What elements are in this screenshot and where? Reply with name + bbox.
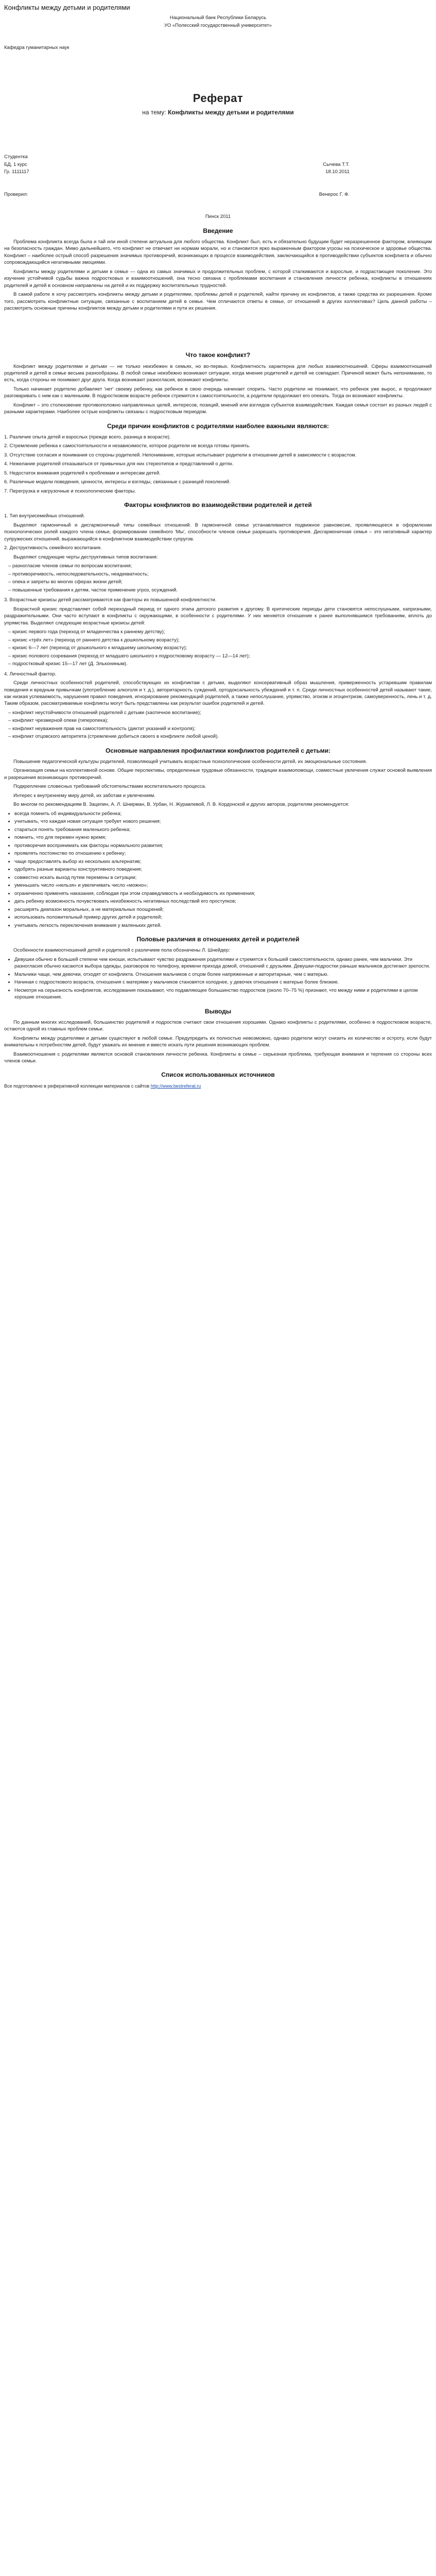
section-paragraph: Конфликт между родителями и детьми — не только неизбежен в семьях, но во-первых. Конфликтность характерна для любых взаимоотношений. Сферы взаимоотношений родителей и детей в семье весьма разнообразны. В любой семье неизбежно возникают ситуации, когда мнение родителей и детей не совпадает. Причиной может быть непонимание, то есть, когда стороны не понимают друг друга. Когда возникают разногласия, возникают конфликты. — [4, 363, 432, 383]
checker-row — [4, 191, 432, 198]
student-label: Студентка — [4, 154, 28, 160]
list-item: 5. Недостаток внимания родителей к проблемам и интересам детей. — [4, 470, 161, 476]
section-paragraph: Только начинает родителю добавляет 'нет' своему ребенку, как ребенок в свою очередь начинает спорить. Часто родители не понимают, что ребенок уже вырос, и продолжают разговаривать с ним как с маленьким. В подростковом возрасте ребенок стремится к самостоятельности, а родители продолжают его опекать. Тогда он возникают конфликты. — [4, 386, 432, 399]
section-heading: Основные направления профилактики конфликтов родителей с детьми: — [106, 747, 330, 754]
list-item: 3. Отсутствие согласия и понимания со стороны родителей. Непонимание, которые испытывают родители в отношении детей в зависимости с возрастом. — [4, 452, 357, 458]
topic-prefix: на тему: — [142, 109, 166, 116]
intro-paragraph: Проблема конфликта всегда была и тай или иной степени актуальна для любого общества. Конфликт был, есть и обязательно будущим будет неразрешенное фактором, влияющим на безопасность граждан. Мимо дальнейшего, что конфликт не отвечает ни нормам морали, но и становится ярко выраженным фактором угрозы на психическое и здоровье общества. Конфликт – наиболее острый способ разрешения значимых противоречий, возникающих в процессе взаимодействия, заключающийся в противодействии субъектов конфликта и обычно сопровождающийся негативными эмоциями. — [4, 239, 432, 266]
section-paragraph: Конфликт – это столкновение противоположно направленных целей, интересов, позиций, мнений или взглядов субъектов взаимодействия. Каждая семья состоит из разных людей с разными характерами. Наиболее острые конфликты связаны с подростковым периодом. — [4, 402, 432, 415]
subsection-label: 4. Личностный фактор. — [4, 671, 57, 677]
list-item: • Мальчики чаще, чем девочки, отходят от конфликта. Отношения мальчиков с отцом более напряженные и авторитарные, чем с матерью. — [14, 971, 432, 978]
university-line: УО «Полесский государственный университет» — [164, 22, 272, 28]
section-paragraph: Возрастной кризис представляет собой переходный период от одного этапа детского развития к другому. В критические периоды дети становятся непослушными, капризными, раздражительными. Они часто вступают в конфликты с окружающими, в особенности с родителями. У них меняется отношение к ранее выполнявшимся требованиям, вплоть до упрямства. Выделяют следующие возрастные кризисы детей: — [4, 606, 432, 626]
list-item: • Девушки обычно в большей степени чем юноши, испытывают чувство раздражения родителями и стремятся к большей самостоятельности, однако ранее, чем мальчики. Эти разногласия обычно касаются выбора одежды, разговоров по телефону, времени прихода домой, отношений с друзьями. Девушки-подростки раньше мальчиков достигают зрелости. — [14, 956, 432, 970]
city-year: Пинск 2011 — [205, 214, 231, 220]
section-paragraph: Выделяют гармоничный и дисгармоничный типы семейных отношений. В гармоничной семье устанавливается подвижное равновесие, проявляющееся в оформлении психологических ролей каждого члена семьи, формировании семейного 'Мы', способности членов семьи разрешать противоречия. Дисгармоничная семья – это негативный характер супружеских отношений, выражающийся в конфликтном взаимодействии супругов. — [4, 522, 432, 542]
list-item: • помнить, что для перемен нужно время; — [14, 834, 432, 841]
essay-topic — [4, 108, 432, 117]
list-item: • дать ребенку возможность почувствовать неизбежность негативных последствий его проступков; — [14, 898, 432, 905]
conclusion-paragraph: Взаимоотношения с родителями являются основой становления личности ребенка. Конфликты в семье – серьезная проблема, требующая внимания и терпения со стороны всех членов семьи. — [4, 1051, 432, 1064]
list-item: • чаще предоставлять выбор из нескольких альтернатив; — [14, 858, 432, 865]
department-line: Кафедра гуманитарных наук — [4, 45, 69, 51]
ministry-line: Национальный банк Республики Беларусь — [169, 15, 267, 21]
section-paragraph: Повышение педагогической культуры родителей, позволяющей учитывать возрастные психологические особенности детей, их эмоциональные состояния. — [13, 758, 367, 765]
list-item: – кризис «трёх лет» (переход от раннего детства к дошкольному возрасту); — [8, 637, 432, 643]
list-item: – противоречивость, непоследовательность, неадекватность; — [8, 571, 432, 578]
list-item: 2. Стремление ребенка к самостоятельности и независимости, которое родители не всегда готовы принять. — [4, 443, 251, 449]
list-item: – повышенные требования к детям, частое применение угроз, осуждений. — [8, 587, 432, 594]
crisis-list — [8, 629, 432, 667]
section-paragraph: Выделяют следующие черты деструктивных типов воспитания: — [13, 554, 158, 560]
list-item: 7. Перегрузка и нагрузочные и психологические факторы. — [4, 488, 136, 494]
bibliography-heading: Список использованных источников — [161, 1071, 275, 1079]
list-item: • использовать положительный пример других детей и родителей; — [14, 914, 432, 921]
list-item: 6. Различные модели поведения, ценности, интересы и взгляды, связанные с разницей поколений. — [4, 479, 231, 485]
list-item: • одобрять разные варианты конструктивного поведения; — [14, 866, 432, 873]
section-paragraph: Особенности взаимоотношений детей и родителей с различием пола обозначены Л. Шнейдер: — [13, 947, 230, 954]
document-title: Конфликты между детьми и родителями — [4, 4, 130, 11]
source-line — [4, 1083, 432, 1090]
list-item: • Несмотря на серьезность конфликтов, исследования показывают, что подавляющее большинство подростков (около 70–75 %) признают, что между ними и родителями в целом хорошие отношения. — [14, 987, 432, 1001]
subsection-label: 2. Деструктивность семейного воспитания. — [4, 545, 102, 551]
group-row — [4, 168, 432, 175]
list-item: – опека и запреты во многих сферах жизни детей; — [8, 579, 432, 585]
list-item: • ограниченно применять наказания, соблюдая при этом справедливость и необходимость их применения; — [14, 890, 432, 897]
list-item: • уменьшать число «нельзя» и увеличивать число «можно»; — [14, 882, 432, 889]
intro-heading: Введение — [203, 227, 233, 234]
student-row — [4, 161, 432, 168]
list-item: 1. Различие опыта детей и взрослых (прежде всего, разница в возрасте). — [4, 434, 171, 440]
document-page — [0, 0, 436, 1099]
checker-name: Венерос Г. Ф. — [319, 191, 350, 197]
list-item: – конфликт чрезмерной опеки (гиперопека); — [8, 717, 432, 724]
list-item: – подростковый кризис 15—17 лет (Д. Элькониным). — [8, 660, 432, 667]
conclusion-paragraph: Конфликты между родителями и детьми существуют в любой семье. Предупредить их полностью невозможно, однако родители могут снизить их количество и остроту, если будут внимательны к потребностям детей, будут уважать их мнение и вместе искать пути решения возникающих проблем. — [4, 1035, 432, 1048]
list-item: • учитывать легкость переключения внимания у маленьких детей. — [14, 922, 432, 929]
section-heading: Факторы конфликтов во взаимодействии родителей и детей — [124, 501, 312, 509]
gender-list — [14, 956, 432, 1001]
list-item: • совместно искать выход путем перемены в ситуации; — [14, 874, 432, 881]
subsection-label: 3. Возрастные кризисы детей рассматриваются как факторы их повышенной конфликтности. — [4, 597, 217, 603]
list-item: – конфликт отцовского авторитета (стремление добиться своего в конфликте любой ценой). — [8, 733, 432, 740]
list-item: • стараться понять требования маленького ребенка; — [14, 826, 432, 833]
student-name: Сычева Т.Т. — [323, 161, 350, 167]
section-paragraph: Во многом по рекомендациям В. Зацепин, А. Л. Шнирман, В. Урбан, Н. Журавлевой, Л. В. Кордонской и других авторов, родителям рекомендуется: — [13, 802, 350, 808]
list-item: – разногласие членов семьи по вопросам воспитания; — [8, 563, 432, 569]
list-item: • расширять диапазон моральных, а не материальных поощрений; — [14, 906, 432, 913]
subsection-label: 1. Тип внутрисемейных отношений. — [4, 513, 85, 519]
list-item: • Начиная с подросткового возраста, отношения с матерями у мальчиков становятся холоднее, у девочек отношения с матерью более близкие. — [14, 979, 432, 986]
topic-text: Конфликты между детьми и родителями — [167, 109, 294, 116]
section-heading: Половые различия в отношениях детей и родителей — [136, 936, 300, 943]
source-link[interactable]: http://www.bestreferat.ru — [150, 1083, 201, 1089]
submission-date: 18.10.2011 — [325, 169, 350, 175]
source-prefix: Все подготовлено в реферативной коллекции материалов с сайтов — [4, 1083, 150, 1089]
section-heading: Среди причин конфликтов с родителями наиболее важными являются: — [107, 422, 329, 430]
factor-list — [8, 563, 432, 594]
list-item: • противоречия воспринимать как факторы нормального развития; — [14, 842, 432, 849]
list-item: • проявлять постоянство по отношению к ребенку; — [14, 850, 432, 857]
list-item: – кризис первого года (переход от младенчества к раннему детству); — [8, 629, 432, 635]
checked-label: Проверил: — [4, 191, 28, 197]
intro-paragraph: В самой работе я хочу рассмотреть конфликты между детьми и родителями, проблемы детей и родителей, найти причину их конфликтов, а также средства их разрешения. Кроме того, рассмотреть конфликтные ситуации, связанные с воспитанием детей в семье. Чем отличаются ответы в семье, от отношений в других коллективах? Цель данной работы – рассмотреть основные причины конфликтов между детьми и родителями и пути их решения. — [4, 292, 432, 311]
list-item: – конфликт неустойчивости отношений родителей с детьми (хаотичное воспитание); — [8, 709, 432, 716]
section-paragraph: Интерес к внутреннему миру детей, их заботам и увлечениям. — [13, 792, 155, 799]
section-heading: Что такое конфликт? — [185, 351, 251, 359]
list-item: • всегда помнить об индивидуальности ребенка; — [14, 810, 432, 817]
essay-heading: Реферат — [193, 91, 243, 105]
list-item: • учитывать, что каждая новая ситуация требует нового решения; — [14, 818, 432, 825]
list-item: 4. Нежелание родителей отказываться от привычных для них стереотипов и представлений о детях. — [4, 461, 234, 467]
section-paragraph: Организация семьи на коллективной основе. Общие перспективы, определенные трудовые обязанности, традиции взаимопомощи, совместные увлечения служат основой выявления и разрешения возникающих противоречий. — [4, 768, 432, 781]
list-item: – кризис полового созревания (переход от младшего школьного к подростковому возрасту — 12—14 лет); — [8, 653, 432, 659]
gr-label: Гр. 1111117 — [4, 169, 29, 175]
section-paragraph: Среди личностных особенностей родителей, способствующих их конфликтам с детьми, выделяют консервативный образ мышления, приверженность устаревшим правилам поведения и вредным привычкам (употребление алкоголя и т. д.), авторитарность суждений, ортодоксальность убеждений и т. п. Среди личностных особенностей детей называют такие, как низкая успеваемость, нарушения правил поведения, игнорирование рекомендаций родителей, а также непослушание, упрямство, эгоизм и эгоцентризм, самоуверенность, лень и т. д. Таким образом, рассматриваемые конфликты могут быть представлены как результат ошибок родителей и детей. — [4, 680, 432, 707]
list-item: – конфликт неуважения прав на самостоятельность (диктат указаний и контроля); — [8, 725, 432, 732]
conclusion-heading: Выводы — [204, 1007, 232, 1015]
list-item: – кризис 6—7 лет (переход от дошкольного к младшему школьному возрасту); — [8, 645, 432, 651]
intro-paragraph: Конфликты между родителями и детьми в семье — одна из самых значимых и продолжительных проблем, с которой сталкиваются и взрослые, и подрастающее поколение. Это изучение устойчивой судьбы важна подростковых и взаимоотношений, она тесно связана с проблемами воспитания и становления личности ребенка, конфликты в отношениях родителей и детей в основном направлены на детей и их поддержку воспитательных трудностей. — [4, 268, 432, 289]
advice-list — [14, 810, 432, 929]
conclusion-paragraph: По данным многих исследований, большинство родителей и подростков считают свои отношения хорошими. Однако конфликты с родителями, особенно в подростковом возрасте, остаются одной из главных проблем семьи. — [4, 1019, 432, 1032]
group-text: БД, 1 курс — [4, 161, 27, 167]
section-paragraph: Подкрепление словесных требований обстоятельствами воспитательного процесса. — [13, 784, 206, 790]
conflict-types-list — [8, 709, 432, 740]
